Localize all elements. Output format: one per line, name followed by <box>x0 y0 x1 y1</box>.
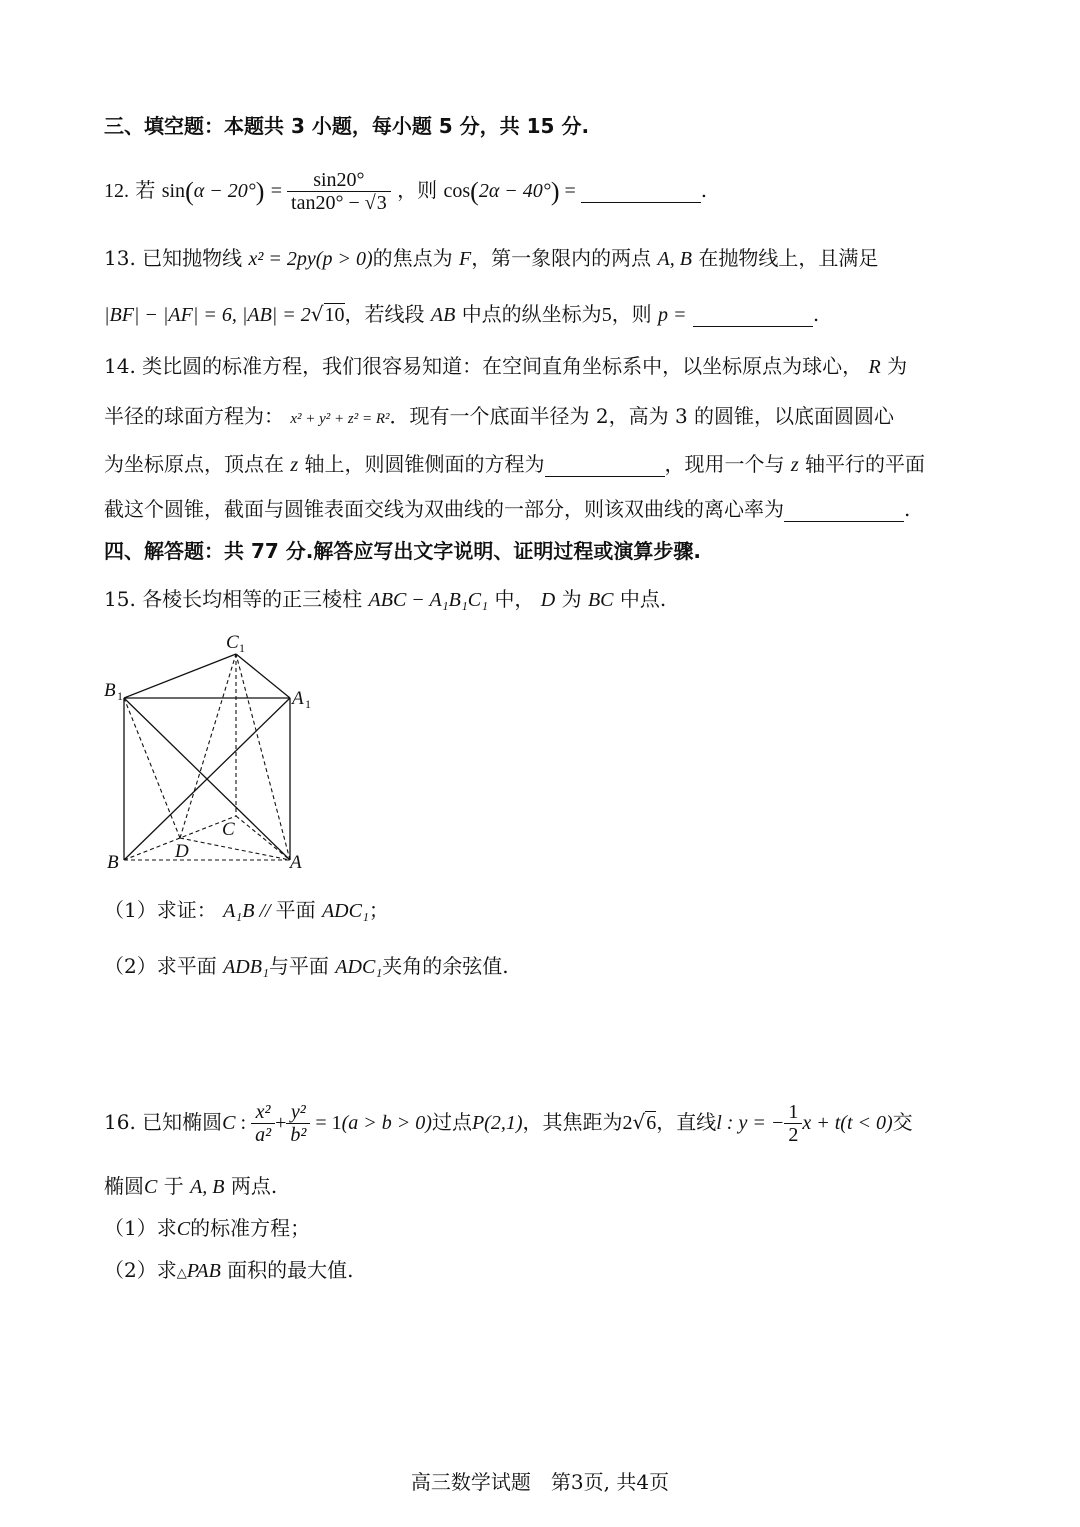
line-DB1 <box>124 698 180 838</box>
question-12: 12. 若 sin(α − 20°) = $\frac{\sin 20^\circ}{\tan 20^\circ - √3}$ ，则 cos(2α − 40°) = . <box>104 169 708 214</box>
question-15-part-1: （1）求证： A₁B // 平面 ADC₁； <box>104 898 389 922</box>
line-AC1 <box>236 654 290 860</box>
edge-C1A1 <box>236 654 290 698</box>
question-14-line-3: 为坐标原点，顶点在 z 轴上，则圆锥侧面的方程为 ，现用一个与 z 轴平行的平面 <box>104 452 926 476</box>
question-16-line-2: 椭圆C 于 A, B 两点. <box>104 1174 278 1198</box>
label-B1: B <box>104 680 116 701</box>
svg-text:1: 1 <box>117 689 123 703</box>
edge-CA-hidden <box>236 816 290 860</box>
line-DA <box>180 838 290 860</box>
line-DC1 <box>180 654 236 838</box>
label-A1: A <box>292 688 304 709</box>
label-C1: C <box>226 632 239 653</box>
question-15-line-1: 15. 各棱长均相等的正三棱柱 ABC − A₁B₁C₁ 中， D 为 BC 中点. <box>104 587 667 611</box>
q12-answer-blank[interactable] <box>581 180 701 203</box>
q13-answer-blank[interactable] <box>693 304 813 327</box>
question-14-line-4: 截这个圆锥，截面与圆锥表面交线为双曲线的一部分，则该双曲线的离心率为 . <box>104 497 911 521</box>
question-16-part-2: （2）求△PAB 面积的最大值. <box>104 1258 354 1282</box>
label-A: A <box>290 852 302 873</box>
question-13-line-1: 13. 已知抛物线 x² = 2py(p > 0)的焦点为 F，第一象限内的两点 A, B 在抛物线上，且满足 <box>104 246 879 270</box>
q12-fraction: $\frac{\sin 20^\circ}{\tan 20^\circ - √3}$ <box>287 169 391 214</box>
q16-frac-x: $\frac{\text{x²}}{\text{a²}}$ <box>251 1101 275 1146</box>
question-16-part-1: （1）求C的标准方程； <box>104 1216 311 1240</box>
q16-frac-y: $\frac{\text{y²}}{\text{b²}}$ <box>286 1101 310 1146</box>
svg-text:1: 1 <box>239 641 245 655</box>
question-14-line-1: 14. 类比圆的标准方程，我们很容易知道：在空间直角坐标系中，以坐标原点为球心， R 为 <box>104 354 908 378</box>
question-15-part-2: （2）求平面 ADB₁与平面 ADC₁夹角的余弦值. <box>104 954 509 978</box>
section-3-title: 三、填空题：本题共 3 小题，每小题 5 分，共 15 分. <box>104 114 590 138</box>
label-C: C <box>222 819 235 840</box>
q16-frac-half: $\frac{1}{2}$ <box>784 1101 802 1146</box>
question-14-line-2: 半径的球面方程为： x² + y² + z² = R²．现有一个底面半径为 2，高为 3 的圆锥，以底面圆圆心 <box>104 404 895 428</box>
q14-cone-equation-blank[interactable] <box>545 454 665 477</box>
edge-B1C1 <box>124 654 236 698</box>
q14-eccentricity-blank[interactable] <box>784 499 904 522</box>
label-B: B <box>107 852 119 873</box>
page-footer: 高三数学试题 第3页, 共4页 <box>410 1470 670 1494</box>
question-13-line-2: |BF| − |AF| = 6, |AB| = 2√10，若线段 AB 中点的纵坐标为5，则 p = . <box>104 302 820 326</box>
label-D: D <box>175 841 189 862</box>
svg-text:1: 1 <box>305 697 311 711</box>
prism-figure <box>100 628 330 876</box>
section-4-title: 四、解答题：共 77 分.解答应写出文字说明、证明过程或演算步骤. <box>104 539 701 563</box>
question-16-line-1: 16. 已知椭圆C : $\frac{\text{x²}}{\text{a²}}$ + $\frac{\text{y²}}{\text{b²}}$ = 1(a > b > 0)过点P(2,1)，其焦距为2√6，直线l : y = − $\frac{1}{2}$ x + t(t < 0)交 <box>104 1101 913 1146</box>
